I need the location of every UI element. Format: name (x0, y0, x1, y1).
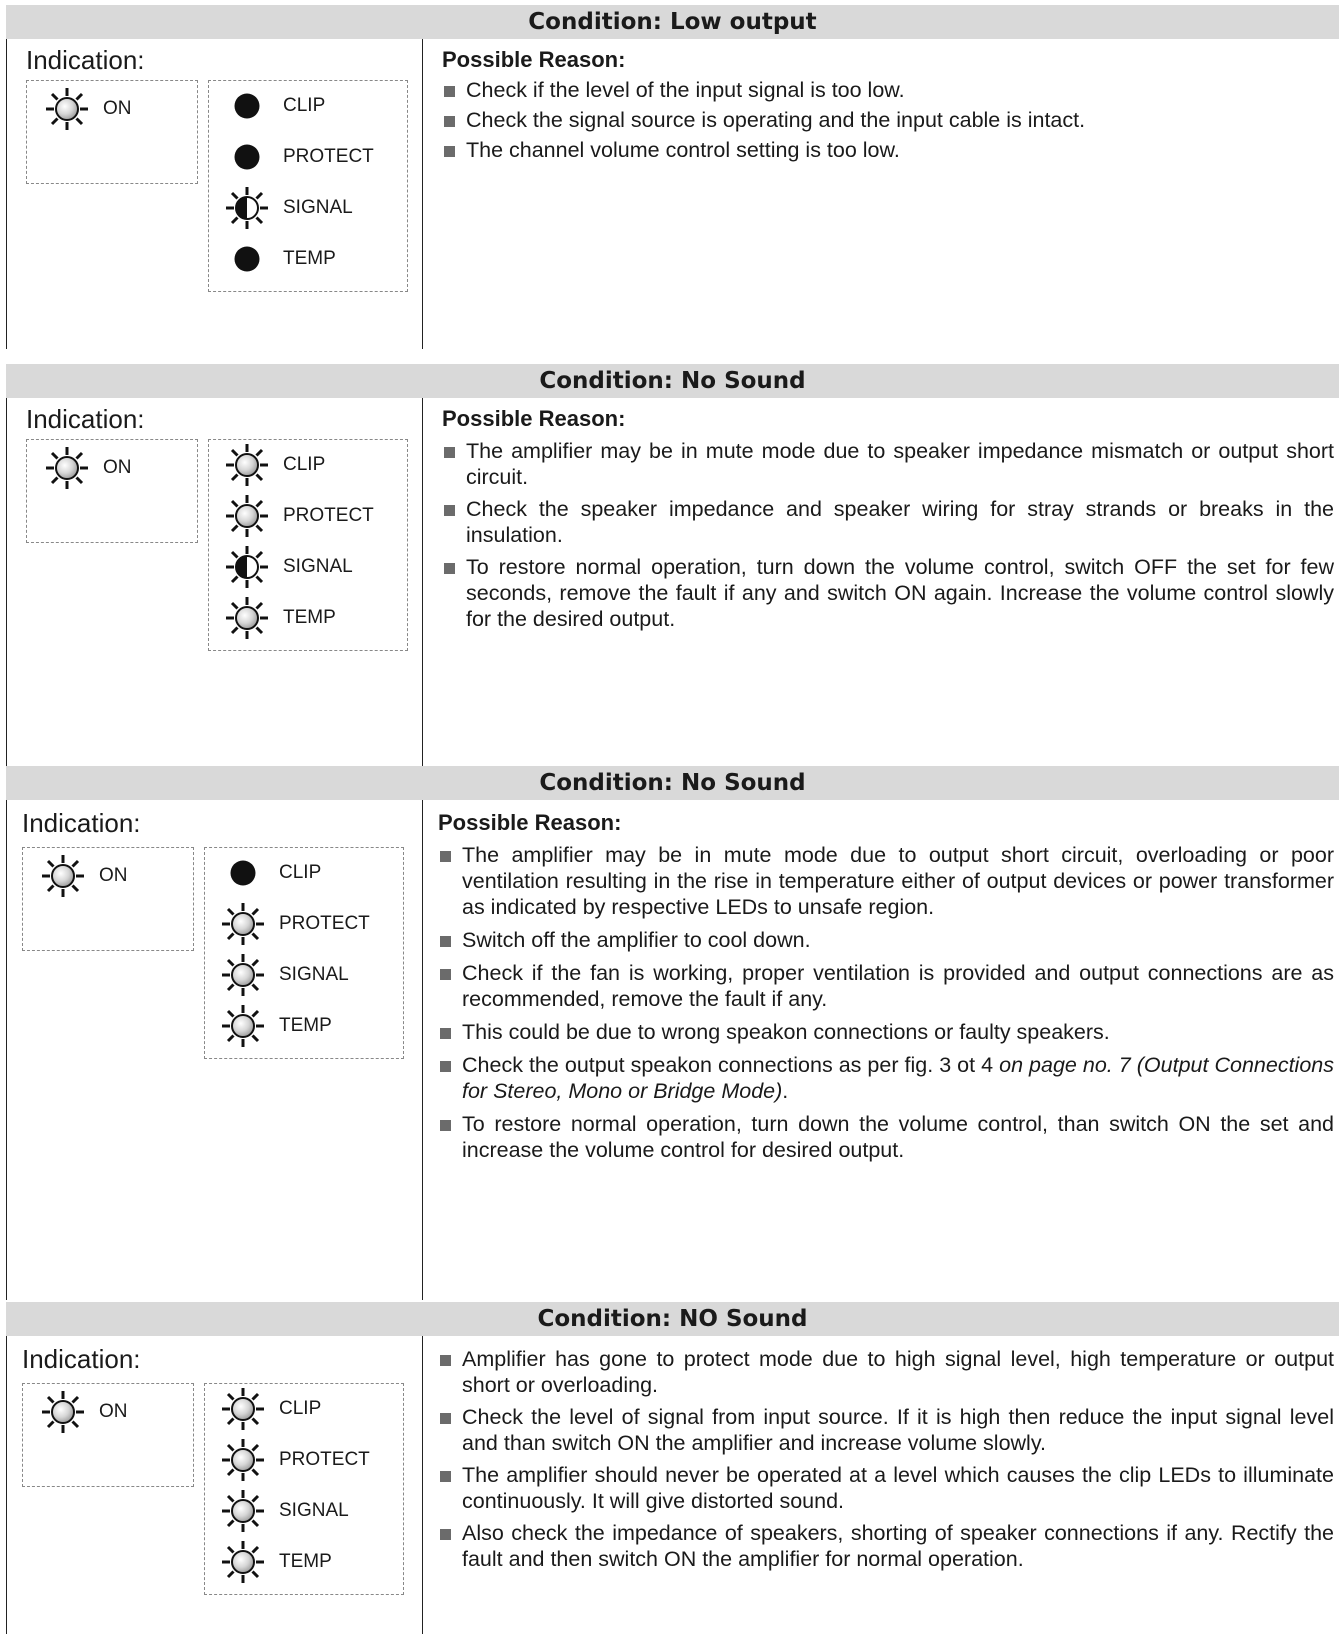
condition-header: Condition: NO Sound (6, 1302, 1339, 1336)
led-on-icon (41, 854, 85, 898)
reason-end: . (782, 1079, 789, 1103)
page-reference: on page no. 7 (Output Connections for Stereo, Mono or Bridge Mode) (462, 1053, 1334, 1103)
led-on-icon (221, 1004, 265, 1048)
list-item: Check if the fan is working, proper ventilation is provided and output connections are as recommended, remove the fault if any. (438, 960, 1334, 1012)
power-led (45, 89, 132, 129)
led-label: TEMP (279, 1551, 332, 1572)
left-border (6, 398, 7, 766)
status-leds-box (208, 439, 408, 651)
led-flashing-icon (225, 186, 269, 230)
led-on-icon (221, 1540, 265, 1584)
list-item: Check the signal source is operating and the input cable is intact. (442, 107, 1334, 133)
led-off-icon (225, 135, 269, 179)
led-on-icon (221, 1438, 265, 1482)
list-item: This could be due to wrong speakon connections or faulty speakers. (438, 1019, 1334, 1045)
led-on-icon (221, 953, 265, 997)
list-item: Check the level of signal from input source. If it is high then reduce the input signal level and than switch ON the amplifier and increase volume slowly. (438, 1404, 1334, 1456)
list-item: The amplifier may be in mute mode due to output short circuit, overloading or poor ventilation resulting in the rise in temperature either of output devices or power transformer as indicated by respective LEDs to unsafe region. (438, 842, 1334, 920)
led-on-icon (225, 596, 269, 640)
column-divider (422, 1336, 423, 1634)
list-item: Switch off the amplifier to cool down. (438, 927, 1334, 953)
led-off-icon (225, 237, 269, 281)
power-led (41, 1392, 128, 1432)
reason-list (438, 842, 1334, 1163)
led-label: SIGNAL (283, 556, 353, 577)
led-label: PROTECT (283, 146, 374, 167)
condition-section-2 (6, 364, 1339, 766)
list-item: The amplifier should never be operated at a level which causes the clip LEDs to illuminate continuously. It will give distorted sound. (438, 1462, 1334, 1514)
indication-label: Indication: (22, 1344, 141, 1374)
protect-led (225, 496, 374, 536)
list-item: To restore normal operation, turn down the volume control, switch OFF the set for few seconds, remove the fault if any and switch ON again. Increase the volume control slowly for the desired output. (442, 554, 1334, 632)
led-on-icon (221, 1489, 265, 1533)
left-border (6, 800, 7, 1300)
signal-led (221, 1491, 349, 1531)
list-item: The amplifier may be in mute mode due to speaker impedance mismatch or output short circuit. (442, 438, 1334, 490)
reason-list (442, 438, 1334, 632)
led-label: TEMP (279, 1015, 332, 1036)
led-label: PROTECT (279, 913, 370, 934)
led-label: CLIP (283, 454, 326, 475)
status-leds-box (204, 847, 404, 1059)
left-border (6, 39, 7, 349)
temp-led (221, 1542, 332, 1582)
clip-led (225, 86, 325, 126)
led-label: PROTECT (279, 1449, 370, 1470)
power-indicator-box (26, 439, 198, 543)
power-led-label: ON (99, 865, 128, 886)
power-indicator-box (22, 847, 194, 951)
list-item: Also check the impedance of speakers, shorting of speaker connections if any. Rectify the fault and then switch ON the amplifier for normal operation. (438, 1520, 1334, 1572)
reason-text: Check the output speakon connections as per fig. 3 ot 4 (462, 1053, 1000, 1077)
protect-led (225, 137, 374, 177)
column-divider (422, 398, 423, 766)
list-item: Check if the level of the input signal is too low. (442, 77, 1334, 103)
power-led-label: ON (103, 98, 132, 119)
list-item: Check the speaker impedance and speaker wiring for stray strands or breaks in the insulation. (442, 496, 1334, 548)
indication-label: Indication: (22, 808, 141, 838)
signal-led (225, 188, 353, 228)
indication-label: Indication: (26, 45, 145, 75)
list-item: To restore normal operation, turn down the volume control, than switch ON the set and increase the volume control for desired output. (438, 1111, 1334, 1163)
column-divider (422, 800, 423, 1300)
condition-section-1 (6, 5, 1339, 349)
reason-list (438, 1346, 1334, 1572)
condition-section-4 (6, 1302, 1339, 1634)
possible-reason-title: Possible Reason: (442, 406, 626, 431)
possible-reason-title: Possible Reason: (438, 810, 622, 835)
led-label: SIGNAL (283, 197, 353, 218)
protect-led (221, 1440, 370, 1480)
power-led-label: ON (103, 457, 132, 478)
condition-header: Condition: Low output (6, 5, 1339, 39)
led-on-icon (225, 443, 269, 487)
led-off-icon (221, 851, 265, 895)
status-leds-box (204, 1383, 404, 1595)
led-label: SIGNAL (279, 964, 349, 985)
led-label: TEMP (283, 248, 336, 269)
condition-section-3 (6, 766, 1339, 1300)
power-indicator-box (26, 80, 198, 184)
list-item: The channel volume control setting is too low. (442, 137, 1334, 163)
led-on-icon (221, 902, 265, 946)
led-label: PROTECT (283, 505, 374, 526)
led-on-icon (45, 446, 89, 490)
list-item: Amplifier has gone to protect mode due to high signal level, high temperature or output short or overloading. (438, 1346, 1334, 1398)
status-leds-box (208, 80, 408, 292)
temp-led (225, 598, 336, 638)
power-indicator-box (22, 1383, 194, 1487)
signal-led (221, 955, 349, 995)
led-label: SIGNAL (279, 1500, 349, 1521)
led-flashing-icon (225, 545, 269, 589)
led-label: CLIP (283, 95, 326, 116)
reason-list (442, 77, 1334, 163)
clip-led (221, 853, 321, 893)
clip-led (225, 445, 325, 485)
condition-header: Condition: No Sound (6, 766, 1339, 800)
led-on-icon (41, 1390, 85, 1434)
signal-led (225, 547, 353, 587)
left-border (6, 1336, 7, 1634)
led-on-icon (221, 1387, 265, 1431)
possible-reason-title: Possible Reason: (442, 47, 626, 72)
led-label: CLIP (279, 862, 322, 883)
condition-header: Condition: No Sound (6, 364, 1339, 398)
list-item (438, 1052, 1334, 1104)
led-label: TEMP (283, 607, 336, 628)
indication-label: Indication: (26, 404, 145, 434)
power-led (45, 448, 132, 488)
led-on-icon (225, 494, 269, 538)
column-divider (422, 39, 423, 349)
power-led (41, 856, 128, 896)
temp-led (221, 1006, 332, 1046)
protect-led (221, 904, 370, 944)
clip-led (221, 1389, 321, 1429)
temp-led (225, 239, 336, 279)
led-label: CLIP (279, 1398, 322, 1419)
led-on-icon (45, 87, 89, 131)
led-off-icon (225, 84, 269, 128)
power-led-label: ON (99, 1401, 128, 1422)
